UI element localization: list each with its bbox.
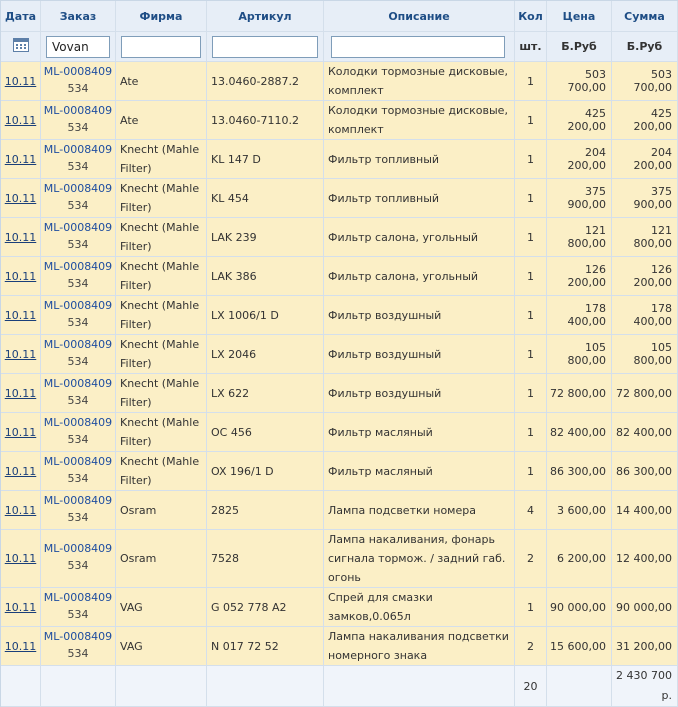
totals-empty bbox=[41, 666, 116, 707]
col-article-header[interactable]: Артикул bbox=[207, 1, 324, 32]
order-cell bbox=[41, 452, 116, 491]
order-sub: 534 bbox=[67, 159, 89, 173]
firm-cell: Knecht (Mahle Filter) bbox=[116, 374, 207, 413]
firm-filter-input[interactable] bbox=[121, 36, 201, 58]
table-row bbox=[1, 62, 678, 101]
firm-cell: Knecht (Mahle Filter) bbox=[116, 296, 207, 335]
table-row bbox=[1, 588, 678, 627]
article-cell: OX 196/1 D bbox=[207, 452, 324, 491]
sum-cell: 204 200,00 bbox=[612, 140, 678, 179]
date-cell bbox=[1, 335, 41, 374]
qty-cell: 1 bbox=[515, 296, 547, 335]
date-link[interactable]: 10.11 bbox=[4, 191, 37, 205]
qty-cell: 1 bbox=[515, 62, 547, 101]
firm-cell: Knecht (Mahle Filter) bbox=[116, 218, 207, 257]
article-filter-input[interactable] bbox=[212, 36, 318, 58]
qty-cell: 1 bbox=[515, 140, 547, 179]
date-link[interactable]: 10.11 bbox=[4, 639, 37, 653]
qty-cell: 1 bbox=[515, 413, 547, 452]
firm-cell: Osram bbox=[116, 491, 207, 530]
firm-cell: Knecht (Mahle Filter) bbox=[116, 452, 207, 491]
description-cell: Фильтр воздушный bbox=[324, 335, 515, 374]
table-row bbox=[1, 413, 678, 452]
date-cell bbox=[1, 413, 41, 452]
filter-row bbox=[1, 32, 678, 62]
firm-cell: Ate bbox=[116, 101, 207, 140]
calendar-icon[interactable] bbox=[13, 38, 29, 52]
price-cell: 86 300,00 bbox=[547, 452, 612, 491]
article-cell: OC 456 bbox=[207, 413, 324, 452]
article-cell: KL 147 D bbox=[207, 140, 324, 179]
firm-cell: Knecht (Mahle Filter) bbox=[116, 413, 207, 452]
totals-empty bbox=[207, 666, 324, 707]
order-link[interactable]: ML-0008409 bbox=[43, 493, 113, 507]
order-sub: 534 bbox=[67, 120, 89, 134]
order-link[interactable]: ML-0008409 bbox=[43, 220, 113, 234]
article-filter-cell bbox=[207, 32, 324, 62]
description-filter-input[interactable] bbox=[331, 36, 505, 58]
article-cell: LX 622 bbox=[207, 374, 324, 413]
article-cell: KL 454 bbox=[207, 179, 324, 218]
date-filter-cell bbox=[1, 32, 41, 62]
date-cell bbox=[1, 179, 41, 218]
description-cell: Лампа подсветки номера bbox=[324, 491, 515, 530]
order-sub: 534 bbox=[67, 315, 89, 329]
order-sub: 534 bbox=[67, 237, 89, 251]
order-link[interactable]: ML-0008409 bbox=[43, 64, 113, 78]
date-cell bbox=[1, 62, 41, 101]
date-link[interactable]: 10.11 bbox=[4, 113, 37, 127]
col-firm-header[interactable]: Фирма bbox=[116, 1, 207, 32]
order-cell bbox=[41, 374, 116, 413]
sum-cell: 72 800,00 bbox=[612, 374, 678, 413]
description-cell: Спрей для смазки замков,0.065л bbox=[324, 588, 515, 627]
table-row bbox=[1, 374, 678, 413]
qty-cell: 2 bbox=[515, 530, 547, 588]
price-cell: 126 200,00 bbox=[547, 257, 612, 296]
firm-cell: Knecht (Mahle Filter) bbox=[116, 179, 207, 218]
description-cell: Фильтр масляный bbox=[324, 413, 515, 452]
sum-cell: 121 800,00 bbox=[612, 218, 678, 257]
article-cell: 13.0460-2887.2 bbox=[207, 62, 324, 101]
date-cell bbox=[1, 588, 41, 627]
table-row bbox=[1, 296, 678, 335]
order-cell bbox=[41, 588, 116, 627]
sum-cell: 31 200,00 bbox=[612, 627, 678, 666]
order-cell bbox=[41, 530, 116, 588]
sum-cell: 82 400,00 bbox=[612, 413, 678, 452]
order-link[interactable]: ML-0008409 bbox=[43, 259, 113, 273]
table-row bbox=[1, 530, 678, 588]
date-link[interactable]: 10.11 bbox=[4, 503, 37, 517]
price-cell: 121 800,00 bbox=[547, 218, 612, 257]
date-cell bbox=[1, 374, 41, 413]
table-row bbox=[1, 179, 678, 218]
order-cell bbox=[41, 140, 116, 179]
price-unit: Б.Руб bbox=[547, 32, 612, 62]
order-link[interactable]: ML-0008409 bbox=[43, 542, 113, 555]
order-sub: 534 bbox=[67, 607, 89, 621]
price-cell: 90 000,00 bbox=[547, 588, 612, 627]
price-cell: 204 200,00 bbox=[547, 140, 612, 179]
order-sub: 534 bbox=[67, 354, 89, 368]
order-sub: 534 bbox=[67, 646, 89, 660]
date-cell bbox=[1, 257, 41, 296]
table-row bbox=[1, 491, 678, 530]
date-cell bbox=[1, 101, 41, 140]
description-cell: Лампа накаливания, фонарь сигнала тормож. / задний габ. огонь bbox=[324, 530, 515, 588]
date-link[interactable]: 10.11 bbox=[4, 74, 37, 88]
date-cell bbox=[1, 296, 41, 335]
qty-cell: 1 bbox=[515, 257, 547, 296]
sum-cell: 86 300,00 bbox=[612, 452, 678, 491]
qty-cell: 1 bbox=[515, 452, 547, 491]
order-link[interactable]: ML-0008409 bbox=[43, 590, 113, 604]
order-sub: 534 bbox=[67, 276, 89, 290]
order-cell bbox=[41, 627, 116, 666]
firm-cell: Knecht (Mahle Filter) bbox=[116, 257, 207, 296]
article-cell: LAK 239 bbox=[207, 218, 324, 257]
order-link[interactable]: ML-0008409 bbox=[43, 629, 113, 643]
description-cell: Фильтр воздушный bbox=[324, 374, 515, 413]
order-cell bbox=[41, 101, 116, 140]
totals-row bbox=[1, 666, 678, 707]
description-cell: Фильтр топливный bbox=[324, 179, 515, 218]
date-cell bbox=[1, 452, 41, 491]
order-link[interactable]: ML-0008409 bbox=[43, 181, 113, 195]
article-cell: 7528 bbox=[207, 530, 324, 588]
total-sum: 2 430 700 р. bbox=[612, 666, 678, 707]
order-sub: 534 bbox=[67, 559, 89, 572]
order-cell bbox=[41, 218, 116, 257]
price-cell: 105 800,00 bbox=[547, 335, 612, 374]
col-qty-header[interactable]: Кол bbox=[515, 1, 547, 32]
qty-cell: 1 bbox=[515, 335, 547, 374]
sum-cell: 375 900,00 bbox=[612, 179, 678, 218]
order-sub: 534 bbox=[67, 393, 89, 407]
order-filter-cell bbox=[41, 32, 116, 62]
table-row bbox=[1, 627, 678, 666]
table-row bbox=[1, 101, 678, 140]
date-link[interactable]: 10.11 bbox=[4, 552, 37, 565]
firm-filter-cell bbox=[116, 32, 207, 62]
date-cell bbox=[1, 627, 41, 666]
firm-cell: VAG bbox=[116, 588, 207, 627]
firm-cell: Osram bbox=[116, 530, 207, 588]
header-row bbox=[1, 1, 678, 32]
order-cell bbox=[41, 413, 116, 452]
qty-cell: 4 bbox=[515, 491, 547, 530]
table-row bbox=[1, 218, 678, 257]
description-cell: Фильтр масляный bbox=[324, 452, 515, 491]
sum-unit: Б.Руб bbox=[612, 32, 678, 62]
description-cell: Фильтр салона, угольный bbox=[324, 218, 515, 257]
sum-cell: 12 400,00 bbox=[612, 530, 678, 588]
article-cell: N 017 72 52 bbox=[207, 627, 324, 666]
sum-cell: 105 800,00 bbox=[612, 335, 678, 374]
order-sub: 534 bbox=[67, 198, 89, 212]
article-cell: G 052 778 A2 bbox=[207, 588, 324, 627]
firm-cell: Knecht (Mahle Filter) bbox=[116, 140, 207, 179]
order-link[interactable]: ML-0008409 bbox=[43, 376, 113, 390]
table-body bbox=[1, 62, 678, 666]
total-qty: 20 bbox=[515, 666, 547, 707]
qty-cell: 1 bbox=[515, 218, 547, 257]
article-cell: LX 1006/1 D bbox=[207, 296, 324, 335]
price-cell: 6 200,00 bbox=[547, 530, 612, 588]
table-row bbox=[1, 257, 678, 296]
order-link[interactable]: ML-0008409 bbox=[43, 454, 113, 468]
qty-cell: 1 bbox=[515, 101, 547, 140]
order-sub: 534 bbox=[67, 471, 89, 485]
date-link[interactable]: 10.11 bbox=[4, 308, 37, 322]
price-cell: 72 800,00 bbox=[547, 374, 612, 413]
table-row bbox=[1, 335, 678, 374]
description-filter-cell bbox=[324, 32, 515, 62]
price-cell: 503 700,00 bbox=[547, 62, 612, 101]
col-sum-header[interactable]: Сумма bbox=[612, 1, 678, 32]
date-cell bbox=[1, 491, 41, 530]
order-cell bbox=[41, 296, 116, 335]
order-sub: 534 bbox=[67, 510, 89, 524]
firm-cell: Knecht (Mahle Filter) bbox=[116, 335, 207, 374]
firm-cell: Ate bbox=[116, 62, 207, 101]
order-filter-input[interactable] bbox=[46, 36, 110, 58]
order-sub: 534 bbox=[67, 432, 89, 446]
sum-cell: 90 000,00 bbox=[612, 588, 678, 627]
qty-cell: 1 bbox=[515, 588, 547, 627]
date-cell bbox=[1, 140, 41, 179]
col-price-header[interactable]: Цена bbox=[547, 1, 612, 32]
order-link[interactable]: ML-0008409 bbox=[43, 142, 113, 156]
description-cell: Колодки тормозные дисковые, комплект bbox=[324, 101, 515, 140]
sum-cell: 14 400,00 bbox=[612, 491, 678, 530]
qty-cell: 2 bbox=[515, 627, 547, 666]
price-cell: 425 200,00 bbox=[547, 101, 612, 140]
date-link[interactable]: 10.11 bbox=[4, 152, 37, 166]
sum-cell: 126 200,00 bbox=[612, 257, 678, 296]
sum-cell: 425 200,00 bbox=[612, 101, 678, 140]
description-cell: Колодки тормозные дисковые, комплект bbox=[324, 62, 515, 101]
table-row bbox=[1, 452, 678, 491]
price-cell: 82 400,00 bbox=[547, 413, 612, 452]
article-cell: LAK 386 bbox=[207, 257, 324, 296]
col-description-header[interactable]: Описание bbox=[324, 1, 515, 32]
order-link[interactable]: ML-0008409 bbox=[43, 337, 113, 351]
col-date-header[interactable]: Дата bbox=[1, 1, 41, 32]
firm-cell: VAG bbox=[116, 627, 207, 666]
qty-unit: шт. bbox=[515, 32, 547, 62]
date-cell bbox=[1, 218, 41, 257]
description-cell: Фильтр салона, угольный bbox=[324, 257, 515, 296]
order-cell bbox=[41, 335, 116, 374]
price-cell: 15 600,00 bbox=[547, 627, 612, 666]
date-link[interactable]: 10.11 bbox=[4, 600, 37, 614]
qty-cell: 1 bbox=[515, 179, 547, 218]
article-cell: 13.0460-7110.2 bbox=[207, 101, 324, 140]
order-sub: 534 bbox=[67, 81, 89, 95]
date-link[interactable]: 10.11 bbox=[4, 464, 37, 478]
order-cell bbox=[41, 62, 116, 101]
price-cell: 375 900,00 bbox=[547, 179, 612, 218]
table-row bbox=[1, 140, 678, 179]
order-cell bbox=[41, 491, 116, 530]
order-cell bbox=[41, 257, 116, 296]
sum-cell: 503 700,00 bbox=[612, 62, 678, 101]
date-link[interactable]: 10.11 bbox=[4, 269, 37, 283]
date-link[interactable]: 10.11 bbox=[4, 230, 37, 244]
date-link[interactable]: 10.11 bbox=[4, 386, 37, 400]
order-link[interactable]: ML-0008409 bbox=[43, 298, 113, 312]
totals-empty bbox=[1, 666, 41, 707]
description-cell: Фильтр воздушный bbox=[324, 296, 515, 335]
description-cell: Лампа накаливания подсветки номерного знака bbox=[324, 627, 515, 666]
totals-empty bbox=[547, 666, 612, 707]
order-link[interactable]: ML-0008409 bbox=[43, 103, 113, 117]
description-cell: Фильтр топливный bbox=[324, 140, 515, 179]
article-cell: LX 2046 bbox=[207, 335, 324, 374]
col-order-header[interactable]: Заказ bbox=[41, 1, 116, 32]
totals-empty bbox=[116, 666, 207, 707]
order-cell bbox=[41, 179, 116, 218]
date-link[interactable]: 10.11 bbox=[4, 347, 37, 361]
date-link[interactable]: 10.11 bbox=[4, 425, 37, 439]
order-link[interactable]: ML-0008409 bbox=[43, 415, 113, 429]
sum-cell: 178 400,00 bbox=[612, 296, 678, 335]
qty-cell: 1 bbox=[515, 374, 547, 413]
date-cell bbox=[1, 530, 41, 588]
article-cell: 2825 bbox=[207, 491, 324, 530]
totals-empty bbox=[324, 666, 515, 707]
price-cell: 178 400,00 bbox=[547, 296, 612, 335]
price-cell: 3 600,00 bbox=[547, 491, 612, 530]
